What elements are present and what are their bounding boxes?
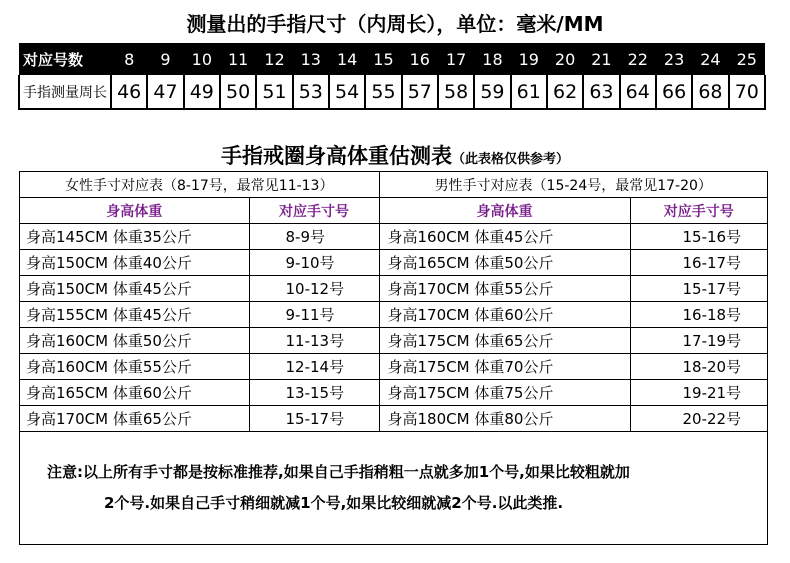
male-size-cell: 16-17号 [630,250,767,276]
mm-value-cell: 55 [365,75,401,109]
male-body-cell: 身高160CM 体重45公斤 [379,224,630,250]
size-header-row [19,43,765,75]
size-number-cell: 13 [293,43,329,75]
estimate-title-note: （此表格仅供参考） [451,152,569,167]
size-chart [18,43,766,110]
mm-value-cell: 59 [474,75,510,109]
estimate-row [20,354,767,380]
estimate-row [20,406,767,432]
mm-value-cell: 50 [220,75,256,109]
female-col-size: 对应手寸号 [249,198,379,224]
estimate-row [20,250,767,276]
male-col-body: 身高体重 [379,198,630,224]
male-col-size: 对应手寸号 [630,198,767,224]
size-number-cell: 24 [692,43,728,75]
female-body-cell: 身高155CM 体重45公斤 [20,302,249,328]
male-body-cell: 身高170CM 体重60公斤 [379,302,630,328]
estimate-title-text: 手指戒圈身高体重估测表 [220,144,452,168]
mm-label: 手指测量周长 [19,75,111,109]
male-body-cell: 身高170CM 体重55公斤 [379,276,630,302]
mm-value-cell: 64 [620,75,656,109]
size-number-cell: 15 [365,43,401,75]
female-body-cell: 身高160CM 体重50公斤 [20,328,249,354]
mm-row [19,75,765,109]
note-line-1: 注意:以上所有手寸都是按标准推荐,如果自己手指稍粗一点就多加1个号,如果比较粗就加 [47,463,630,481]
estimate-rows [20,224,767,432]
mm-value-cell: 61 [511,75,547,109]
size-number-cell: 20 [547,43,583,75]
column-header-row [20,198,767,224]
page-title: 测量出的手指尺寸（内周长），单位：毫米/MM [186,12,604,36]
size-number-cell: 21 [583,43,619,75]
size-number-cell: 22 [620,43,656,75]
female-body-cell: 身高150CM 体重45公斤 [20,276,249,302]
estimate-row [20,276,767,302]
size-number-cell: 12 [256,43,292,75]
female-body-cell: 身高150CM 体重40公斤 [20,250,249,276]
female-body-cell: 身高165CM 体重60公斤 [20,380,249,406]
female-header: 女性手寸对应表（8-17号，最常见11-13） [20,172,379,198]
estimate-row [20,328,767,354]
size-number-cell: 14 [329,43,365,75]
female-size-cell: 10-12号 [249,276,379,302]
estimate-row [20,302,767,328]
size-number-cell: 25 [729,43,765,75]
female-body-cell: 身高170CM 体重65公斤 [20,406,249,432]
female-size-cell: 11-13号 [249,328,379,354]
mm-value-cell: 54 [329,75,365,109]
mm-value-cell: 53 [293,75,329,109]
mm-value-cell: 57 [402,75,438,109]
mm-value-cell: 46 [111,75,147,109]
male-size-cell: 15-17号 [630,276,767,302]
size-number-cell: 16 [402,43,438,75]
male-body-cell: 身高175CM 体重75公斤 [379,380,630,406]
male-size-cell: 20-22号 [630,406,767,432]
mm-value-cell: 68 [692,75,728,109]
size-number-cell: 17 [438,43,474,75]
female-size-cell: 12-14号 [249,354,379,380]
male-body-cell: 身高165CM 体重50公斤 [379,250,630,276]
mm-value-cell: 66 [656,75,692,109]
estimate-table [20,172,767,432]
mm-value-cell: 63 [583,75,619,109]
mm-value-cell: 62 [547,75,583,109]
male-size-cell: 16-18号 [630,302,767,328]
mm-value-cell: 49 [184,75,220,109]
female-col-body: 身高体重 [20,198,249,224]
male-size-cell: 19-21号 [630,380,767,406]
male-body-cell: 身高180CM 体重80公斤 [379,406,630,432]
male-size-cell: 18-20号 [630,354,767,380]
female-size-cell: 13-15号 [249,380,379,406]
female-size-cell: 9-10号 [249,250,379,276]
size-number-cell: 23 [656,43,692,75]
size-number-cell: 11 [220,43,256,75]
size-number-cell: 18 [474,43,510,75]
mm-value-cell: 51 [256,75,292,109]
female-body-cell: 身高160CM 体重55公斤 [20,354,249,380]
male-header: 男性手寸对应表（15-24号，最常见17-20） [379,172,767,198]
male-body-cell: 身高175CM 体重65公斤 [379,328,630,354]
group-header-row [20,172,767,198]
estimate-table-frame [19,171,768,545]
estimate-title [0,140,790,170]
note [47,457,767,519]
male-size-cell: 15-16号 [630,224,767,250]
estimate-row [20,224,767,250]
female-size-cell: 15-17号 [249,406,379,432]
mm-value-cell: 47 [147,75,183,109]
size-header-label: 对应号数 [19,43,111,75]
mm-value-cell: 58 [438,75,474,109]
mm-value-cell: 70 [729,75,765,109]
size-number-cell: 8 [111,43,147,75]
female-size-cell: 9-11号 [249,302,379,328]
size-number-cell: 10 [184,43,220,75]
female-body-cell: 身高145CM 体重35公斤 [20,224,249,250]
estimate-row [20,380,767,406]
note-line-2: 2个号.如果自己手寸稍细就减1个号,如果比较细就减2个号.以此类推. [104,494,564,512]
size-number-cell: 19 [511,43,547,75]
female-size-cell: 8-9号 [249,224,379,250]
size-number-cell: 9 [147,43,183,75]
male-body-cell: 身高175CM 体重70公斤 [379,354,630,380]
male-size-cell: 17-19号 [630,328,767,354]
